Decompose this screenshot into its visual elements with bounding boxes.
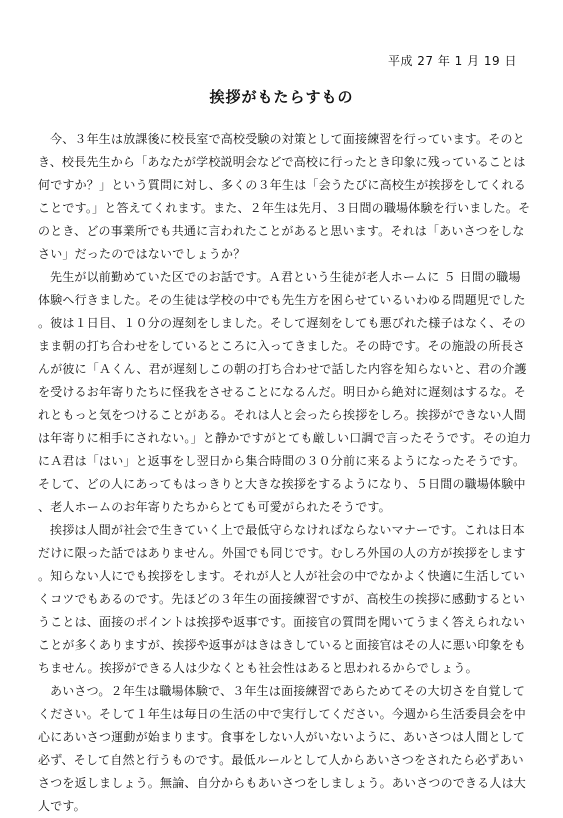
body-paragraph-4: あいさつ。２年生は職場体験で、３年生は面接練習であらためてその大切さを自覚してください。そして１年生は毎日の生活の中で実行してください。今週から生活委員会を中心にあいさつ運動が始まります。食事をしない人がいないように、あいさつは人間として必ず、そして自然と行うものです。最低ルールとして人からあいさつをされたら必ずあいさつを返しましょう。無論、自分からもあいさつをしましょう。あいさつのできる人は大人です。 [38, 684, 527, 813]
document-title: 挨拶がもたらすもの [209, 88, 354, 106]
document-date: 平成 27 年 1 月 19 日 [387, 54, 517, 68]
body-paragraph-3: 挨拶は人間が社会で生きていく上で最低守らなければならないマナーです。これは日本だけに限った話ではありません。外国でも同じです。むしろ外国の人の方が挨拶をします。知らない人にでも挨拶をします。それが人と人が社会の中でなかよく快適に生活していくコツでもあるのです。先ほどの３年生の面接練習ですが、高校生の挨拶に感動するということは、面接のポイントは挨拶や返事です。面接官の質問を聞いてうまく答えられないことが多くありますが、挨拶や返事がはきはきしていると面接官はその人に悪い印象をもちません。挨拶ができる人は少なくとも社会性はあると思われるからでしょう。 [38, 523, 527, 675]
body-paragraph-1: 今、３年生は放課後に校長室で高校受験の対策として面接練習を行っています。そのとき、校長先生から「あなたが学校説明会などで高校に行ったとき印象に残っていることは何ですか？」という質問に対し、多くの３年生は「会うたびに高校生が挨拶をしてくれることです。」と答えてくれます。また、２年生は先月、３日間の職場体験を行いました。そのとき、どの事業所でも共通に言われたことがあると思います。それは「あいさつをしなさい」だったのではないでしょうか？ [38, 132, 531, 261]
body-paragraph-2: 先生が以前勤めていた区でのお話です。Ａ君という生徒が老人ホームに ５ 日間の職場体験へ行きました。その生徒は学校の中でも先生方を困らせているいわゆる問題児でした。彼は１日目、１０分の遅刻をしました。そして遅刻をしても悪びれた様子はなく、そのまま朝の打ち合わせをしているところに入ってきました。その時です。その施設の所長さんが彼に「Ａくん、君が遅刻しこの朝の打ち合わせで話した内容を知らないと、君の介護を受けるお年寄りたちに怪我をさせることになるんだ。明日から絶対に遅刻はするな。それともっと気をつけることがある。それは人と会ったら挨拶をしろ。挨拶ができない人間は年寄りに相手にされない。」と静かですがとても厳しい口調で言ったそうです。その迫力にＡ君は「はい」と返事をし翌日から集合時間の３０分前に来るようになったそうです。そして、どの人にあってもはっきりと大きな挨拶をするようになり、５日間の職場体験中、老人ホームのお年寄りたちからとても可愛がられたそうです。 [38, 270, 532, 514]
document-body [38, 128, 532, 818]
